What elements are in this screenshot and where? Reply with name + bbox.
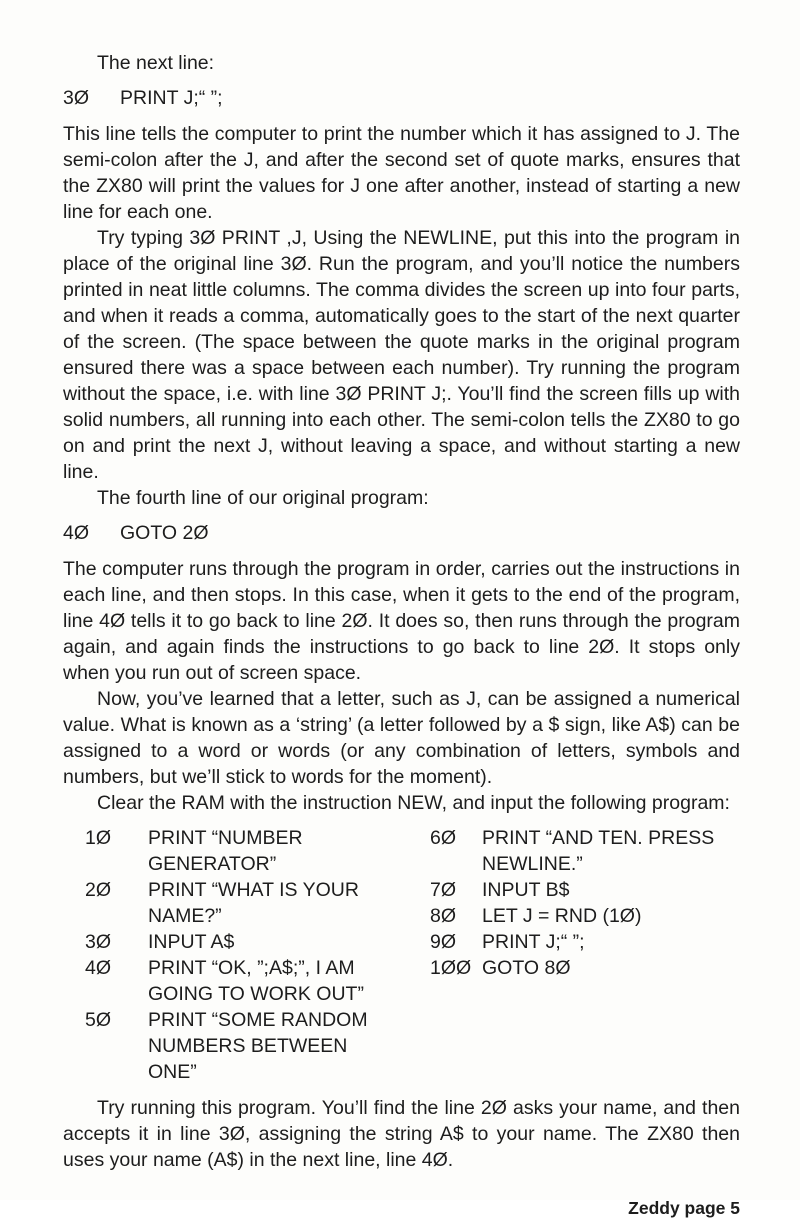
program-line-text: PRINT “AND TEN. PRESS — [482, 827, 715, 849]
program-listing — [63, 825, 740, 1085]
program-line-text: PRINT “SOME RANDOM — [148, 1009, 368, 1031]
paragraph-computer-runs: The computer runs through the program in order, carries out the instructions in each line, and then stops. In this case, when it gets to the end of the program, line 4Ø tells it to go back to line 2Ø. It does so, then runs through the program again, and again finds the instructions to go back to line 2Ø. It stops only when you run out of screen space. — [63, 558, 740, 684]
program-line-text: PRINT “NUMBER — [148, 827, 303, 849]
program-line-70 — [430, 877, 740, 903]
program-line-30 — [85, 929, 430, 955]
program-line-20 — [85, 877, 430, 929]
program-line-text: GOING TO WORK OUT” — [148, 983, 364, 1005]
program-line-text: NEWLINE.” — [482, 853, 583, 875]
program-line-60 — [430, 825, 740, 877]
program-line-90 — [430, 929, 740, 955]
paragraph-now-learned: Now, you’ve learned that a letter, such as J, can be assigned a numerical value. What is known as a ‘string’ (a letter followed by a $ sign, like A$) can be assigned to a word or words (or any combination of letters, symbols and numbers, but we’ll stick to words for the moment). — [63, 688, 740, 788]
program-line-number: 9Ø — [430, 931, 457, 953]
program-line-text: PRINT J;“ ”; — [482, 931, 585, 953]
program-line-number: 1ØØ — [430, 957, 472, 979]
program-line-100 — [430, 955, 740, 981]
program-line-text: INPUT A$ — [148, 931, 235, 953]
program-line-number: 8Ø — [430, 905, 457, 927]
program-line-number: 4Ø — [85, 957, 112, 979]
page-footer: Zeddy page 5 — [628, 1198, 740, 1218]
program-line-number: 1Ø — [85, 827, 112, 849]
program-line-number: 2Ø — [85, 879, 112, 901]
paragraph-try-typing: Try typing 3Ø PRINT ,J, Using the NEWLINE, put this into the program in place of the original line 3Ø. Run the program, and you’ll notice the numbers printed in neat little columns. The comma divides the screen up into four parts, and when it reads a comma, automatically goes to the start of the next quarter of the screen. (The space between the quote marks in the original program ensured there was a space between each number). Try running the program without the space, i.e. with line 3Ø PRINT J;. You’ll find the screen fills up with solid numbers, all running into each other. The semi-colon tells the ZX80 to go on and print the next J, without leaving a space, and without starting a new line. — [63, 227, 740, 483]
program-line-text: LET J = RND (1Ø) — [482, 905, 642, 927]
program-line-number: 5Ø — [85, 1009, 112, 1031]
program-line-80 — [430, 903, 740, 929]
code-line-number: 4Ø — [63, 522, 90, 544]
program-line-number: 7Ø — [430, 879, 457, 901]
code-line-30 — [63, 85, 740, 111]
program-line-40 — [85, 955, 430, 1007]
program-line-text: NAME?” — [148, 905, 222, 927]
code-line-text: PRINT J;“ ”; — [120, 87, 223, 109]
program-line-10 — [85, 825, 430, 877]
code-line-40 — [63, 520, 740, 546]
program-line-number: 6Ø — [430, 827, 457, 849]
code-line-number: 3Ø — [63, 87, 90, 109]
program-line-text: GENERATOR” — [148, 853, 277, 875]
code-line-text: GOTO 2Ø — [120, 522, 209, 544]
paragraph-next-line: The next line: — [97, 52, 215, 74]
program-line-text: INPUT B$ — [482, 879, 570, 901]
program-line-text: GOTO 8Ø — [482, 957, 571, 979]
program-line-text: NUMBERS BETWEEN — [148, 1035, 348, 1057]
program-line-text: PRINT “WHAT IS YOUR — [148, 879, 359, 901]
program-line-text: PRINT “OK, ”;A$;”, I AM — [148, 957, 355, 979]
paragraph-this-line: This line tells the computer to print the number which it has assigned to J. The semi-colon after the J, and after the second set of quote marks, ensures that the ZX80 will print the values for J one after another, instead of starting a new line for each one. — [63, 123, 740, 223]
program-line-50 — [85, 1007, 430, 1085]
program-line-number: 3Ø — [85, 931, 112, 953]
program-listing-right-column — [430, 825, 740, 1085]
program-listing-left-column — [63, 825, 430, 1085]
program-line-text: ONE” — [148, 1061, 197, 1083]
paragraph-try-running: Try running this program. You’ll find the line 2Ø asks your name, and then accepts it in line 3Ø, assigning the string A$ to your name. The ZX80 then uses your name (A$) in the next line, line 4Ø. — [63, 1097, 740, 1171]
paragraph-fourth-line: The fourth line of our original program: — [97, 487, 429, 509]
paragraph-clear-ram: Clear the RAM with the instruction NEW, and input the following program: — [97, 792, 730, 814]
